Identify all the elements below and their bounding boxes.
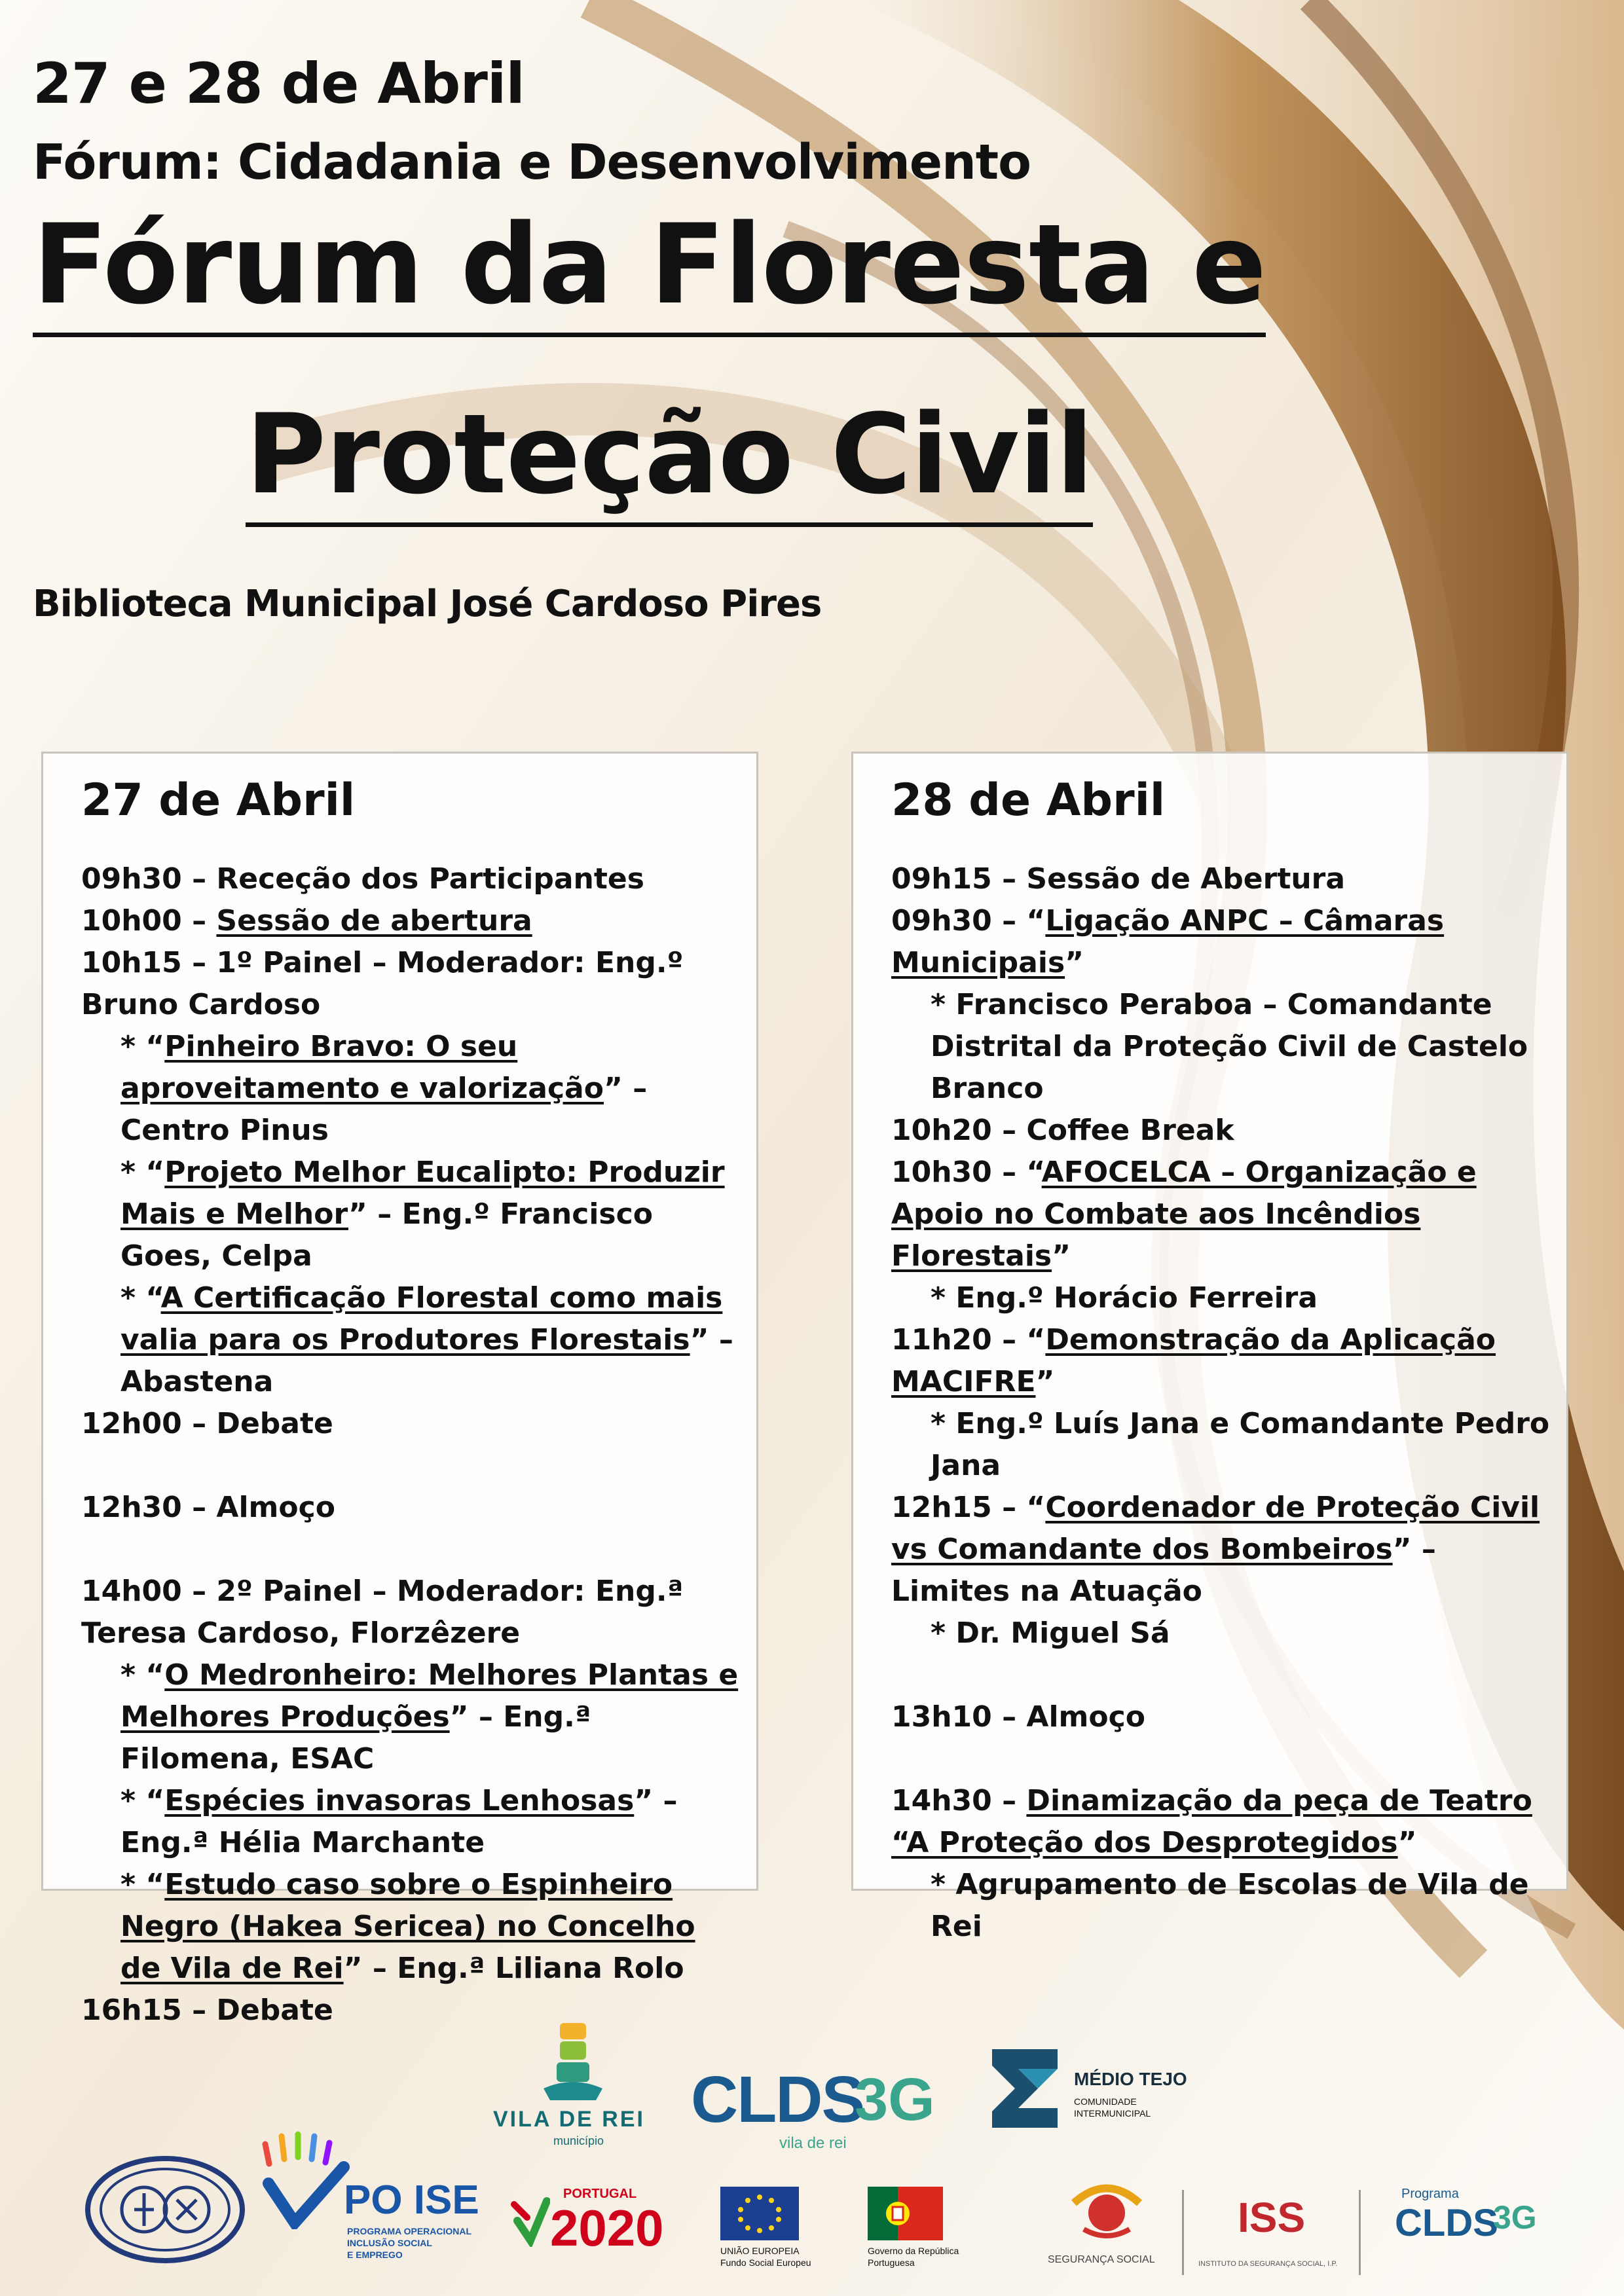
schedule-item (891, 1277, 1553, 1319)
schedule-item-pre: * “ (120, 1030, 165, 1063)
schedule-item-pre: 14h00 – 2º Painel – Moderador: Eng.ª Teresa Cardoso, Florzêzere (81, 1575, 684, 1650)
schedule-item-u: A Certificação Florestal como mais valia para os Produtores Florestais (120, 1281, 723, 1357)
schedule-item-pre: 11h20 – “ (891, 1323, 1046, 1357)
schedule-item (81, 1571, 743, 1654)
logo-medio-tejo (992, 2049, 1189, 2134)
schedule-item (81, 942, 743, 1026)
schedule-item-pre: * “ (120, 1868, 165, 1901)
schedule-item-pre: 09h30 – Receção dos Participantes (81, 862, 644, 896)
schedule-item (891, 1738, 1553, 1780)
seguranca-social-text: SEGURANÇA SOCIAL (1048, 2254, 1155, 2265)
schedule-item (81, 1487, 743, 1529)
schedule-item-pre: 09h30 – “ (891, 904, 1046, 938)
schedule-item-pre: 13h10 – Almoço (891, 1700, 1145, 1734)
logo-seguranca-social (1048, 2177, 1172, 2275)
clds-text: CLDS (691, 2063, 864, 2136)
schedule-item-u: Coordenador de Proteção Civil vs Comandante dos Bombeiros (891, 1491, 1540, 1566)
portugal-text: PORTUGAL (563, 2187, 637, 2201)
schedule-item-pre: * “ (120, 1156, 165, 1189)
iss-sub: INSTITUTO DA SEGURANÇA SOCIAL, I.P. (1198, 2260, 1338, 2268)
schedule-item-pre: 12h15 – “ (891, 1491, 1046, 1524)
venue: Biblioteca Municipal José Cardoso Pires (33, 583, 822, 625)
prog-label: Programa (1401, 2187, 1459, 2201)
schedule-item (891, 984, 1553, 1110)
medio-tejo-sigma-icon (992, 2049, 1064, 2128)
logo-governo (868, 2187, 979, 2272)
clds-3g-text: 3G (855, 2066, 935, 2133)
schedule-item-pre: 09h15 – Sessão de Abertura (891, 862, 1346, 896)
schedule-item (81, 1152, 743, 1277)
schedule-item-u: Pinheiro Bravo: O seu aproveitamento e valorização (120, 1030, 604, 1105)
coat-of-arms-seal-icon (82, 2154, 249, 2265)
day1-schedule (81, 858, 743, 2032)
portugal-flag-icon (868, 2187, 943, 2240)
logo-iss (1198, 2193, 1356, 2278)
schedule-item-pre: 12h30 – Almoço (81, 1491, 335, 1524)
schedule-item-pre: * Dr. Miguel Sá (931, 1616, 1170, 1650)
medio-tejo-sub1: COMUNIDADE (1074, 2096, 1137, 2107)
schedule-item (891, 1152, 1553, 1277)
schedule-item-pre: * “ (120, 1281, 161, 1315)
schedule-item-post: ” – Centro Pinus (120, 1072, 648, 1147)
iss-text: ISS (1238, 2194, 1306, 2241)
schedule-item-pre: * “ (120, 1658, 165, 1692)
schedule-item (891, 1696, 1553, 1738)
schedule-item (81, 1864, 743, 1990)
schedule-item-post: ” – Eng.ª Filomena, ESAC (120, 1700, 591, 1776)
schedule-item (891, 1864, 1553, 1948)
gov-text-1: Governo da República (868, 2246, 959, 2256)
logo-divider-2 (1359, 2190, 1361, 2275)
schedule-item-pre: 16h15 – Debate (81, 1994, 333, 2027)
logo-divider-1 (1182, 2190, 1184, 2275)
schedule-item-u: Demonstração da Aplicação MACIFRE (891, 1323, 1496, 1398)
schedule-item (81, 1654, 743, 1780)
forum-subtitle: Fórum: Cidadania e Desenvolvimento (33, 134, 1031, 191)
schedule-item (891, 1780, 1553, 1864)
schedule-panel-day2 (851, 752, 1568, 1943)
schedule-item (81, 1445, 743, 1487)
logo-coat-of-arms (82, 2154, 249, 2265)
schedule-item (81, 1403, 743, 1445)
schedule-item (81, 1529, 743, 1571)
schedule-item (891, 1403, 1553, 1487)
schedule-item-u: Sessão de abertura (216, 904, 532, 938)
ue-text-1: UNIÃO EUROPEIA (720, 2246, 800, 2256)
schedule-item-pre: 10h30 – “ (891, 1156, 1042, 1189)
schedule-item (891, 1110, 1553, 1152)
schedule-item-post: ” (1065, 946, 1084, 979)
schedule-item-u: Projeto Melhor Eucalipto: Produzir Mais e Melhor (120, 1156, 725, 1231)
poise-check-icon (259, 2131, 350, 2229)
main-title-line1-text: Fórum da Floresta e (33, 200, 1266, 337)
schedule-panel-day1 (41, 752, 758, 2027)
schedule-item (891, 1487, 1553, 1613)
schedule-item-post: ” – Eng.ª Hélia Marchante (120, 1784, 678, 1859)
schedule-item-u: Dinamização da peça de Teatro “A Proteção dos Desprotegidos (891, 1784, 1532, 1859)
schedule-item (81, 1026, 743, 1152)
schedule-item-post: ” – Abastena (120, 1323, 733, 1398)
schedule-item-pre: 10h15 – 1º Painel – Moderador: Eng.º Bruno Cardoso (81, 946, 684, 1021)
vila-de-rei-sub: município (553, 2134, 604, 2147)
schedule-item (891, 900, 1553, 984)
logo-programa-clds (1388, 2187, 1545, 2272)
schedule-item-u: AFOCELCA – Organização e Apoio no Combate aos Incêndios Florestais (891, 1156, 1477, 1273)
schedule-item-u: O Medronheiro: Melhores Plantas e Melhores Produções (120, 1658, 739, 1734)
schedule-item (81, 858, 743, 900)
schedule-item-u: Estudo caso sobre o Espinheiro Negro (Hakea Sericea) no Concelho de Vila de Rei (120, 1868, 695, 1985)
prog-3g-text: 3G (1493, 2199, 1537, 2236)
schedule-item-u: Ligação ANPC – Câmaras Municipais (891, 904, 1445, 979)
ue-text-2: Fundo Social Europeu (720, 2257, 811, 2268)
schedule-item-post: ” – Limites na Atuação (891, 1533, 1436, 1608)
schedule-item (891, 858, 1553, 900)
poise-text: PO ISE (344, 2178, 479, 2223)
schedule-item (81, 1780, 743, 1864)
poise-sub1: PROGRAMA OPERACIONAL (347, 2226, 472, 2236)
schedule-item (891, 1654, 1553, 1696)
schedule-item-post: ” (1052, 1239, 1071, 1273)
main-title-line2 (246, 390, 1094, 519)
logo-poise (259, 2131, 481, 2269)
day2-heading: 28 de Abril (891, 774, 1166, 826)
clds-sub: vila de rei (779, 2134, 847, 2152)
logo-portugal-2020 (511, 2187, 674, 2259)
gov-text-2: Portuguesa (868, 2257, 915, 2268)
poise-sub2: INCLUSÃO SOCIAL (347, 2238, 432, 2248)
schedule-item-pre: 10h20 – Coffee Break (891, 1114, 1234, 1147)
schedule-item (81, 1277, 743, 1403)
eu-flag-icon (720, 2187, 799, 2240)
poise-sub3: E EMPREGO (347, 2250, 403, 2260)
day1-heading: 27 de Abril (81, 774, 356, 826)
day2-schedule (891, 858, 1553, 1948)
medio-tejo-text: MÉDIO TEJO (1074, 2069, 1187, 2089)
schedule-item-post: ” – Eng.º Francisco Goes, Celpa (120, 1197, 653, 1273)
portugal-2020-mark-icon (511, 2195, 550, 2247)
logo-clds-vila-de-rei (691, 2062, 940, 2154)
event-dates: 27 e 28 de Abril (33, 51, 525, 117)
logo-uniao-europeia (720, 2187, 832, 2272)
schedule-item (891, 1613, 1553, 1654)
schedule-item-pre: 10h00 – (81, 904, 217, 938)
main-title-line1 (33, 200, 1266, 329)
schedule-item-pre: 14h30 – (891, 1784, 1027, 1817)
schedule-item-post: ” (1035, 1365, 1055, 1398)
schedule-item-pre: * “ (120, 1784, 165, 1817)
schedule-item (891, 1319, 1553, 1403)
schedule-item (81, 900, 743, 942)
seguranca-social-emblem-icon (1067, 2177, 1146, 2242)
prog-clds-text: CLDS (1395, 2202, 1498, 2244)
medio-tejo-sub2: INTERMUNICIPAL (1074, 2108, 1151, 2119)
vila-de-rei-text: VILA DE REI (493, 2107, 645, 2132)
schedule-item-pre: * Agrupamento de Escolas de Vila de Rei (931, 1868, 1529, 1943)
logo-vila-de-rei (488, 2016, 658, 2154)
schedule-item-post: ” – Eng.ª Liliana Rolo (343, 1952, 684, 1985)
schedule-item-u: Espécies invasoras Lenhosas (164, 1784, 635, 1817)
schedule-item-pre: 12h00 – Debate (81, 1407, 333, 1440)
p2020-text: 2020 (550, 2199, 664, 2257)
main-title-line2-text: Proteção Civil (246, 390, 1093, 527)
schedule-item-pre: * Eng.º Horácio Ferreira (931, 1281, 1318, 1315)
schedule-item-post: ” (1397, 1826, 1417, 1859)
schedule-item-pre: * Francisco Peraboa – Comandante Distrital da Proteção Civil de Castelo Branco (931, 988, 1528, 1105)
schedule-item-pre: * Eng.º Luís Jana e Comandante Pedro Jana (931, 1407, 1550, 1482)
vila-de-rei-tower-icon (488, 2016, 658, 2102)
